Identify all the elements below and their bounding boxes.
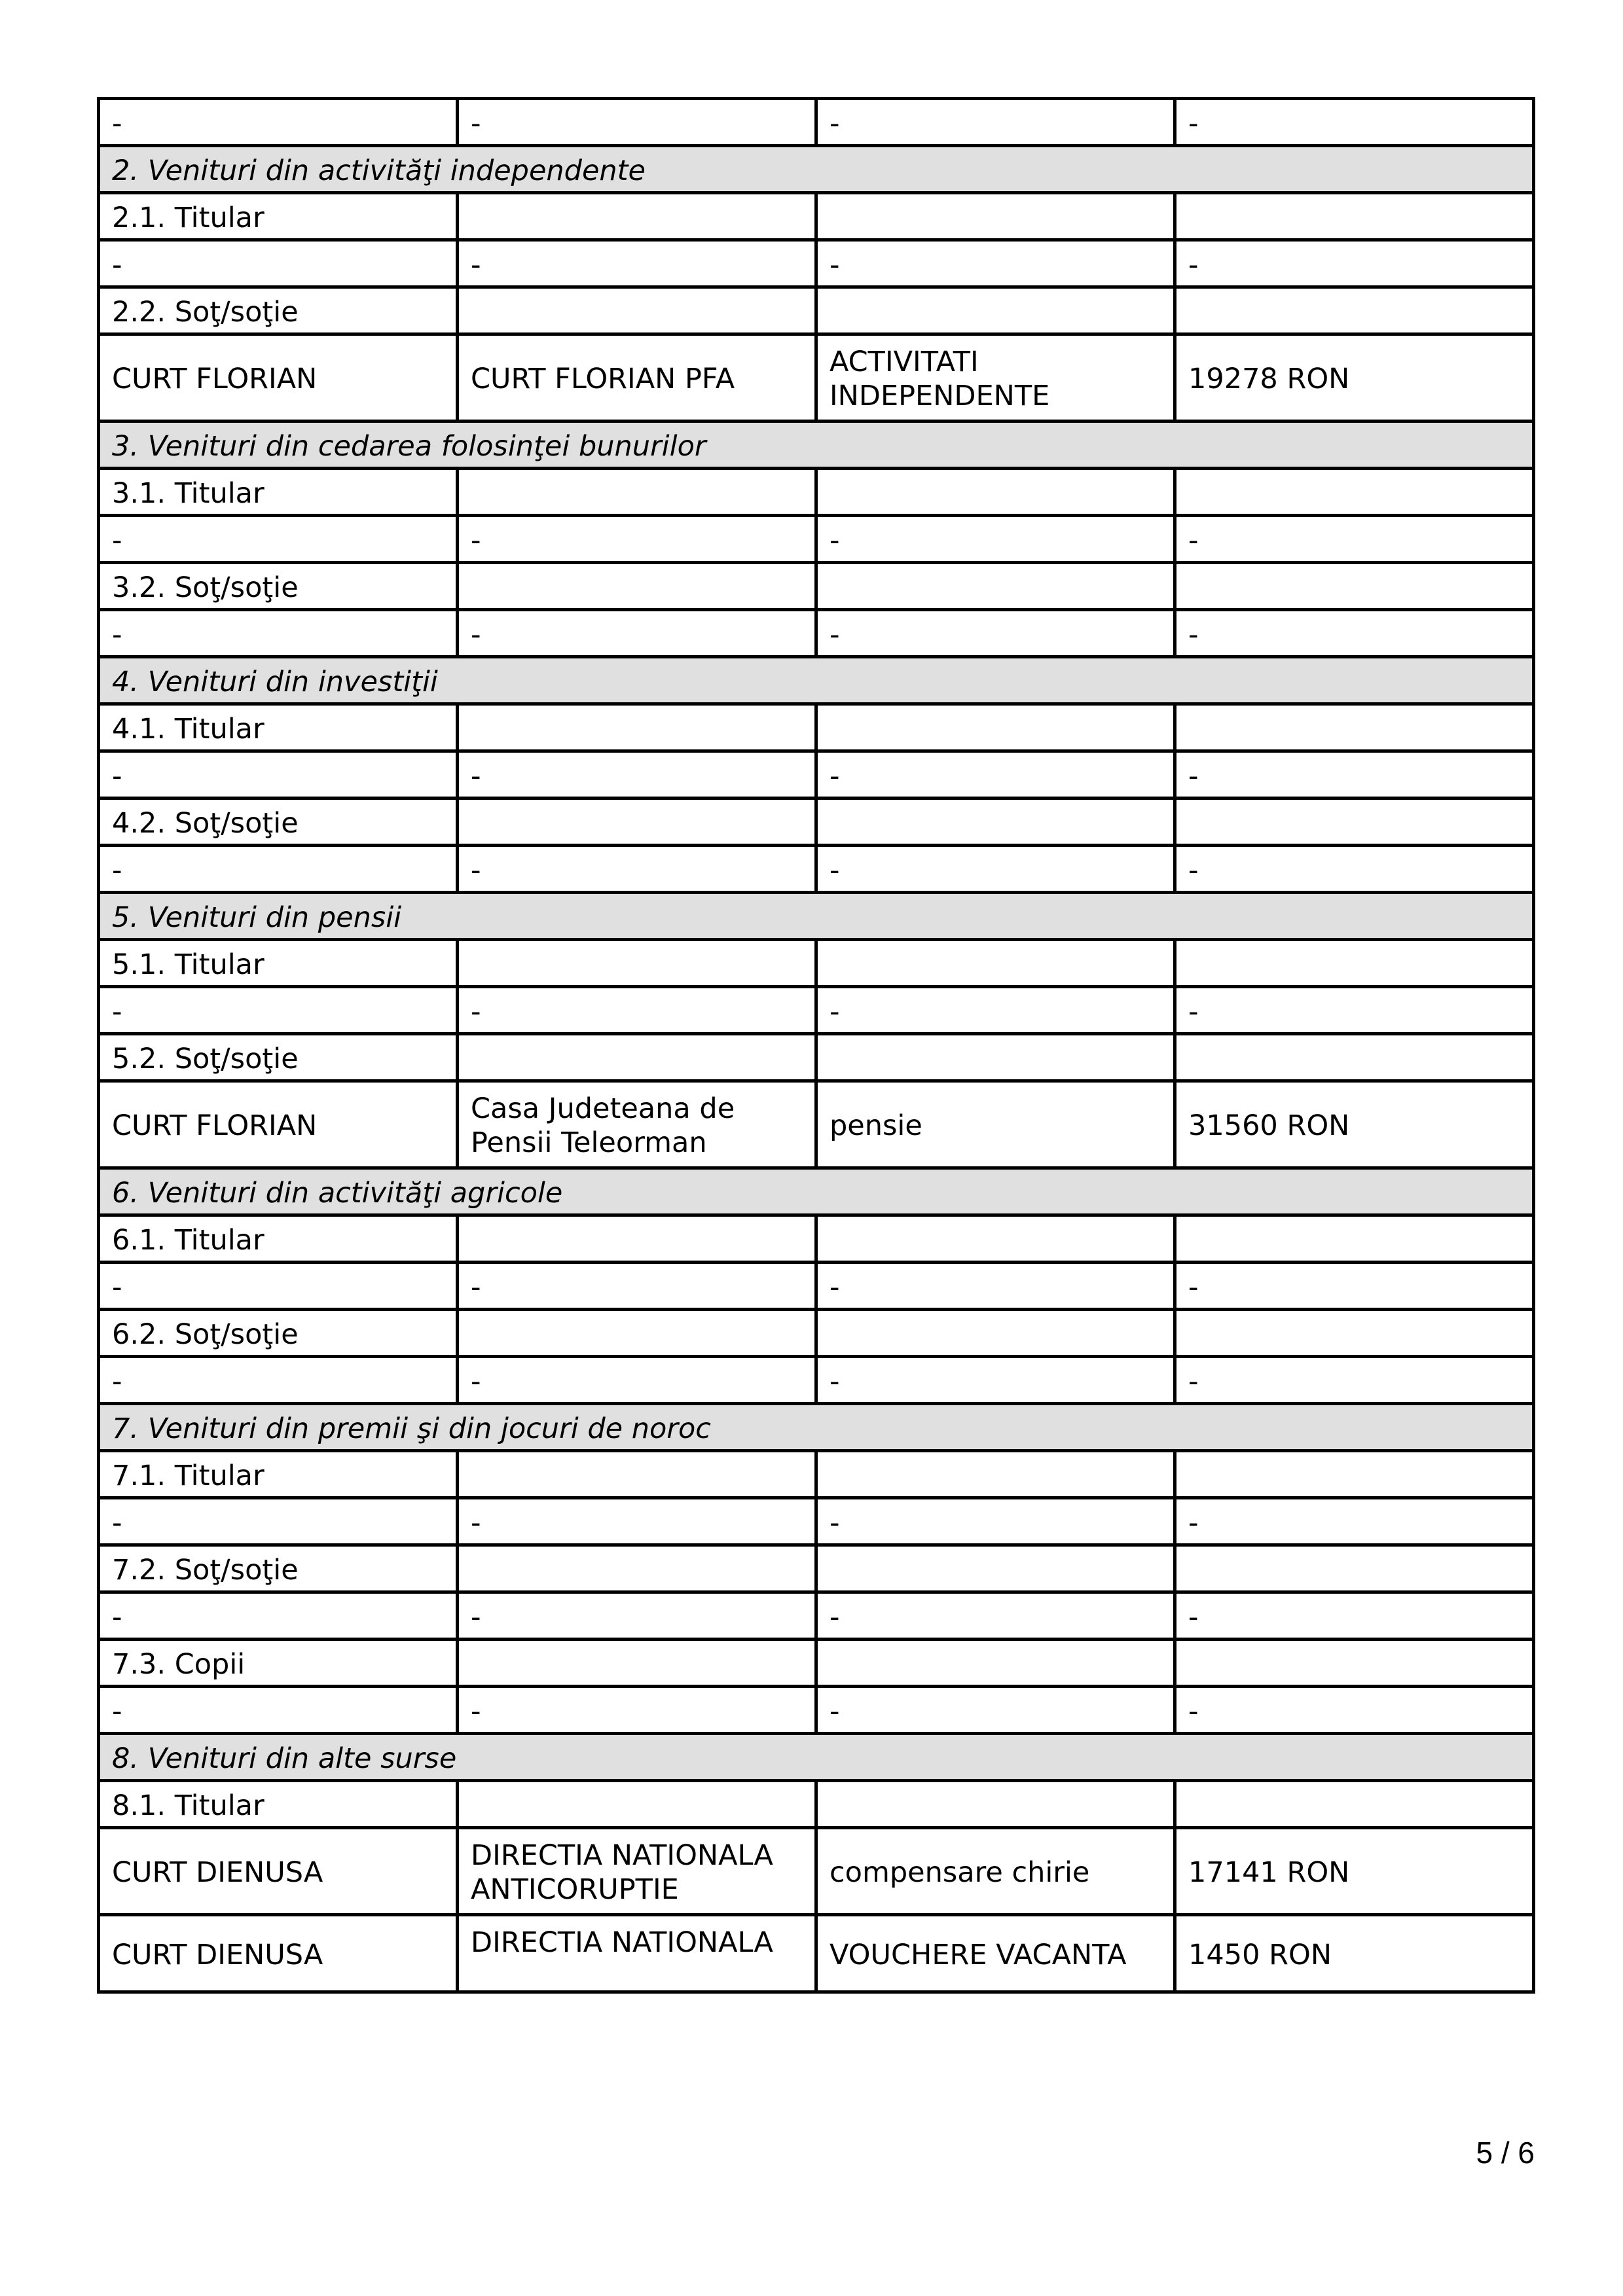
beneficiary-cell: - — [99, 516, 458, 563]
table-row — [99, 1915, 1534, 1992]
amount-cell: - — [1175, 610, 1534, 657]
beneficiary-cell: - — [99, 1357, 458, 1404]
table-row — [99, 1498, 1534, 1545]
service-cell — [816, 563, 1175, 610]
table-row — [99, 940, 1534, 987]
service-cell — [816, 1034, 1175, 1081]
amount-cell: - — [1175, 516, 1534, 563]
source-cell: - — [458, 99, 816, 146]
table-row — [99, 193, 1534, 240]
amount-cell: 31560 RON — [1175, 1081, 1534, 1168]
service-cell — [816, 1781, 1175, 1828]
section-title: 2. Venituri din activităţi independente — [99, 146, 1534, 193]
beneficiary-cell: 4.2. Soţ/soţie — [99, 798, 458, 846]
service-cell — [816, 1215, 1175, 1263]
table-row — [99, 563, 1534, 610]
beneficiary-cell: - — [99, 987, 458, 1034]
section-title: 3. Venituri din cedarea folosinţei bunurilor — [99, 422, 1534, 469]
table-row — [99, 1687, 1534, 1734]
beneficiary-cell: 3.1. Titular — [99, 469, 458, 516]
source-cell: - — [458, 751, 816, 798]
service-cell: compensare chirie — [816, 1828, 1175, 1915]
amount-cell: - — [1175, 240, 1534, 287]
section-header-row — [99, 1734, 1534, 1781]
table-row — [99, 334, 1534, 422]
amount-cell — [1175, 469, 1534, 516]
page-number: 5 / 6 — [1476, 2136, 1535, 2170]
source-cell — [458, 940, 816, 987]
beneficiary-cell: - — [99, 1687, 458, 1734]
beneficiary-cell: - — [99, 1263, 458, 1310]
beneficiary-cell: 3.2. Soţ/soţie — [99, 563, 458, 610]
amount-cell: 19278 RON — [1175, 334, 1534, 422]
amount-cell — [1175, 1781, 1534, 1828]
beneficiary-cell: CURT FLORIAN — [99, 334, 458, 422]
service-cell: - — [816, 99, 1175, 146]
source-cell: - — [458, 240, 816, 287]
beneficiary-cell: 5.1. Titular — [99, 940, 458, 987]
service-cell: - — [816, 1498, 1175, 1545]
service-cell: ACTIVITATI INDEPENDENTE — [816, 334, 1175, 422]
source-cell: - — [458, 610, 816, 657]
service-cell — [816, 1310, 1175, 1357]
amount-cell — [1175, 193, 1534, 240]
amount-cell: 1450 RON — [1175, 1915, 1534, 1992]
amount-cell: - — [1175, 987, 1534, 1034]
table-row — [99, 1592, 1534, 1640]
service-cell: VOUCHERE VACANTA — [816, 1915, 1175, 1992]
source-cell: - — [458, 1592, 816, 1640]
beneficiary-cell: 6.1. Titular — [99, 1215, 458, 1263]
amount-cell: - — [1175, 1592, 1534, 1640]
source-cell: DIRECTIA NATIONALA ANTICORUPTIE — [458, 1828, 816, 1915]
source-cell: Casa Judeteana de Pensii Teleorman — [458, 1081, 816, 1168]
source-cell: - — [458, 1687, 816, 1734]
amount-cell: - — [1175, 99, 1534, 146]
amount-cell: - — [1175, 1357, 1534, 1404]
service-cell: pensie — [816, 1081, 1175, 1168]
table-row — [99, 1781, 1534, 1828]
table-row — [99, 798, 1534, 846]
table-row — [99, 1310, 1534, 1357]
service-cell: - — [816, 610, 1175, 657]
table-row — [99, 469, 1534, 516]
source-cell — [458, 798, 816, 846]
amount-cell — [1175, 1451, 1534, 1498]
beneficiary-cell: - — [99, 1592, 458, 1640]
table-row — [99, 240, 1534, 287]
beneficiary-cell: 7.2. Soţ/soţie — [99, 1545, 458, 1592]
source-cell — [458, 1215, 816, 1263]
amount-cell — [1175, 1310, 1534, 1357]
table-row — [99, 1034, 1534, 1081]
service-cell — [816, 193, 1175, 240]
income-table — [97, 97, 1535, 1994]
service-cell: - — [816, 1263, 1175, 1310]
beneficiary-cell: CURT FLORIAN — [99, 1081, 458, 1168]
amount-cell: - — [1175, 1498, 1534, 1545]
beneficiary-cell: 4.1. Titular — [99, 704, 458, 751]
service-cell — [816, 1545, 1175, 1592]
service-cell — [816, 704, 1175, 751]
service-cell: - — [816, 987, 1175, 1034]
table-row — [99, 846, 1534, 893]
source-cell — [458, 563, 816, 610]
service-cell: - — [816, 240, 1175, 287]
section-title: 8. Venituri din alte surse — [99, 1734, 1534, 1781]
beneficiary-cell: - — [99, 99, 458, 146]
table-row — [99, 610, 1534, 657]
beneficiary-cell: 8.1. Titular — [99, 1781, 458, 1828]
source-cell: - — [458, 1263, 816, 1310]
amount-cell — [1175, 1545, 1534, 1592]
table-row — [99, 987, 1534, 1034]
amount-cell — [1175, 1215, 1534, 1263]
table-row — [99, 1451, 1534, 1498]
section-title: 6. Venituri din activităţi agricole — [99, 1168, 1534, 1215]
table-row — [99, 99, 1534, 146]
amount-cell — [1175, 287, 1534, 334]
section-title: 7. Venituri din premii şi din jocuri de noroc — [99, 1404, 1534, 1451]
service-cell — [816, 1640, 1175, 1687]
source-cell — [458, 1034, 816, 1081]
source-cell — [458, 1640, 816, 1687]
service-cell — [816, 940, 1175, 987]
amount-cell: - — [1175, 751, 1534, 798]
amount-cell — [1175, 1640, 1534, 1687]
table-row — [99, 1828, 1534, 1915]
service-cell: - — [816, 1592, 1175, 1640]
amount-cell — [1175, 798, 1534, 846]
beneficiary-cell: - — [99, 240, 458, 287]
amount-cell: - — [1175, 1687, 1534, 1734]
beneficiary-cell: 2.2. Soţ/soţie — [99, 287, 458, 334]
source-cell — [458, 704, 816, 751]
service-cell: - — [816, 516, 1175, 563]
beneficiary-cell: 5.2. Soţ/soţie — [99, 1034, 458, 1081]
table-row — [99, 1640, 1534, 1687]
beneficiary-cell: CURT DIENUSA — [99, 1828, 458, 1915]
service-cell — [816, 469, 1175, 516]
source-cell: CURT FLORIAN PFA — [458, 334, 816, 422]
section-header-row — [99, 1404, 1534, 1451]
amount-cell — [1175, 1034, 1534, 1081]
source-cell: - — [458, 1498, 816, 1545]
table-row — [99, 1357, 1534, 1404]
beneficiary-cell: 6.2. Soţ/soţie — [99, 1310, 458, 1357]
beneficiary-cell: CURT DIENUSA — [99, 1915, 458, 1992]
beneficiary-cell: 2.1. Titular — [99, 193, 458, 240]
source-cell — [458, 1451, 816, 1498]
table-row — [99, 1545, 1534, 1592]
table-row — [99, 1081, 1534, 1168]
service-cell: - — [816, 846, 1175, 893]
service-cell: - — [816, 751, 1175, 798]
amount-cell: - — [1175, 846, 1534, 893]
source-cell: - — [458, 987, 816, 1034]
service-cell — [816, 287, 1175, 334]
source-cell — [458, 469, 816, 516]
beneficiary-cell: - — [99, 1498, 458, 1545]
table-row — [99, 751, 1534, 798]
amount-cell: - — [1175, 1263, 1534, 1310]
section-title: 5. Venituri din pensii — [99, 893, 1534, 940]
table-row — [99, 704, 1534, 751]
source-cell: - — [458, 1357, 816, 1404]
source-cell — [458, 1781, 816, 1828]
beneficiary-cell: - — [99, 751, 458, 798]
service-cell: - — [816, 1357, 1175, 1404]
source-cell: DIRECTIA NATIONALA — [458, 1915, 816, 1992]
source-cell — [458, 193, 816, 240]
income-table-body — [99, 99, 1534, 1992]
table-row — [99, 1263, 1534, 1310]
amount-cell — [1175, 563, 1534, 610]
table-row — [99, 1215, 1534, 1263]
table-row — [99, 287, 1534, 334]
section-header-row — [99, 1168, 1534, 1215]
source-cell — [458, 1545, 816, 1592]
amount-cell: 17141 RON — [1175, 1828, 1534, 1915]
beneficiary-cell: - — [99, 610, 458, 657]
beneficiary-cell: 7.3. Copii — [99, 1640, 458, 1687]
section-header-row — [99, 422, 1534, 469]
beneficiary-cell: - — [99, 846, 458, 893]
section-title: 4. Venituri din investiţii — [99, 657, 1534, 704]
service-cell — [816, 1451, 1175, 1498]
amount-cell — [1175, 940, 1534, 987]
source-cell — [458, 1310, 816, 1357]
section-header-row — [99, 893, 1534, 940]
section-header-row — [99, 146, 1534, 193]
section-header-row — [99, 657, 1534, 704]
source-cell: - — [458, 846, 816, 893]
service-cell: - — [816, 1687, 1175, 1734]
source-cell: - — [458, 516, 816, 563]
source-cell — [458, 287, 816, 334]
amount-cell — [1175, 704, 1534, 751]
table-row — [99, 516, 1534, 563]
beneficiary-cell: 7.1. Titular — [99, 1451, 458, 1498]
service-cell — [816, 798, 1175, 846]
